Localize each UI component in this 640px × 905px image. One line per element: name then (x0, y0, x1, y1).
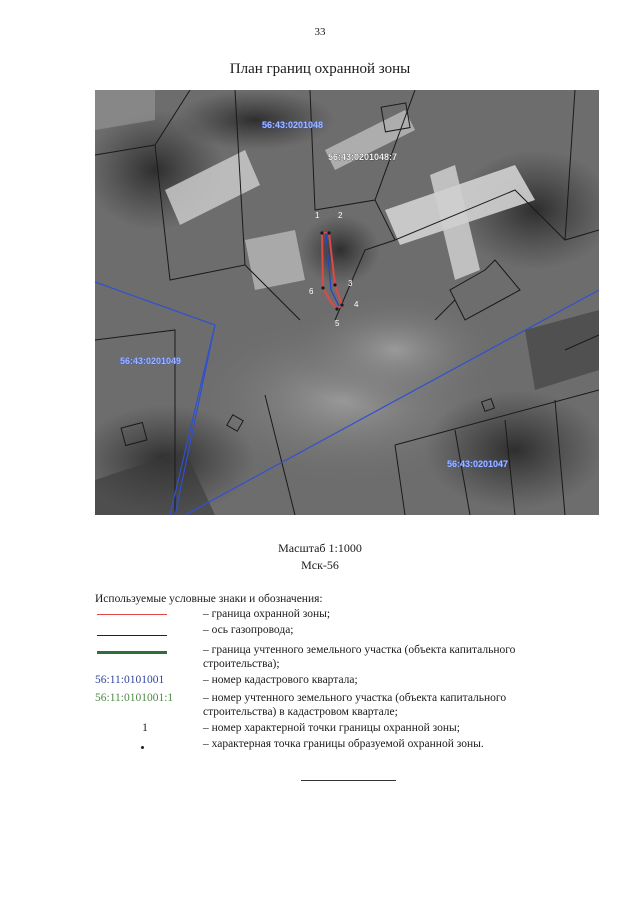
legend-item-parcel-boundary (95, 643, 575, 671)
legend-item-quarter-number (95, 673, 575, 687)
cadastral-map[interactable] (95, 90, 599, 515)
point-label-3: 3 (348, 279, 353, 288)
end-divider (301, 780, 396, 781)
dot-symbol (95, 737, 203, 751)
number-symbol (95, 721, 203, 735)
point-label-6: 6 (309, 287, 314, 296)
parcel-label-top: 56:43:0201048:7 (328, 152, 398, 162)
point-label-5: 5 (335, 319, 340, 328)
map-scale (0, 540, 640, 574)
legend-item-zone-boundary (95, 607, 575, 621)
legend-item-parcel-number (95, 691, 575, 719)
legend-text: – номер кадастрового квартала; (203, 674, 358, 686)
blue-text-symbol: 56:11:0101001 (95, 674, 165, 686)
legend-text: – номер учтенного земельного участка (объекта капитального строительства) в кадастровом квартале; (203, 692, 507, 718)
legend-item-point (95, 737, 575, 751)
page-number: 33 (314, 26, 326, 38)
quarter-label-right: 56:43:0201047 (447, 459, 509, 469)
point-label-4: 4 (354, 300, 359, 309)
point-label-2: 2 (338, 211, 343, 220)
legend-title: Используемые условные знаки и обозначения: (95, 593, 323, 605)
legend-text: – характерная точка границы образуемой охранной зоны. (203, 738, 484, 750)
legend-text: – номер характерной точки границы охранной зоны; (203, 722, 460, 734)
legend-text: – ось газопровода; (203, 624, 294, 636)
quarter-label-left: 56:43:0201049 (120, 356, 182, 366)
legend-item-gas-axis (95, 623, 575, 637)
black-line-symbol (95, 623, 203, 637)
map-canvas (95, 90, 599, 515)
coordinate-system: Мск-56 (301, 558, 339, 572)
green-line-symbol (95, 643, 203, 657)
legend-item-point-number (95, 721, 575, 735)
green-text-symbol: 56:11:0101001:1 (95, 692, 174, 704)
red-line-symbol (95, 607, 203, 621)
scale-value: Масштаб 1:1000 (278, 541, 362, 555)
point-label-1: 1 (315, 211, 320, 220)
quarter-label-top: 56:43:0201048 (262, 120, 324, 130)
legend (95, 593, 575, 753)
legend-text: – граница учтенного земельного участка (объекта капитального строительства); (203, 644, 516, 670)
page-title: План границ охранной зоны (229, 61, 411, 77)
number-symbol-text: 1 (142, 722, 148, 734)
legend-text: – граница охранной зоны; (203, 608, 331, 620)
